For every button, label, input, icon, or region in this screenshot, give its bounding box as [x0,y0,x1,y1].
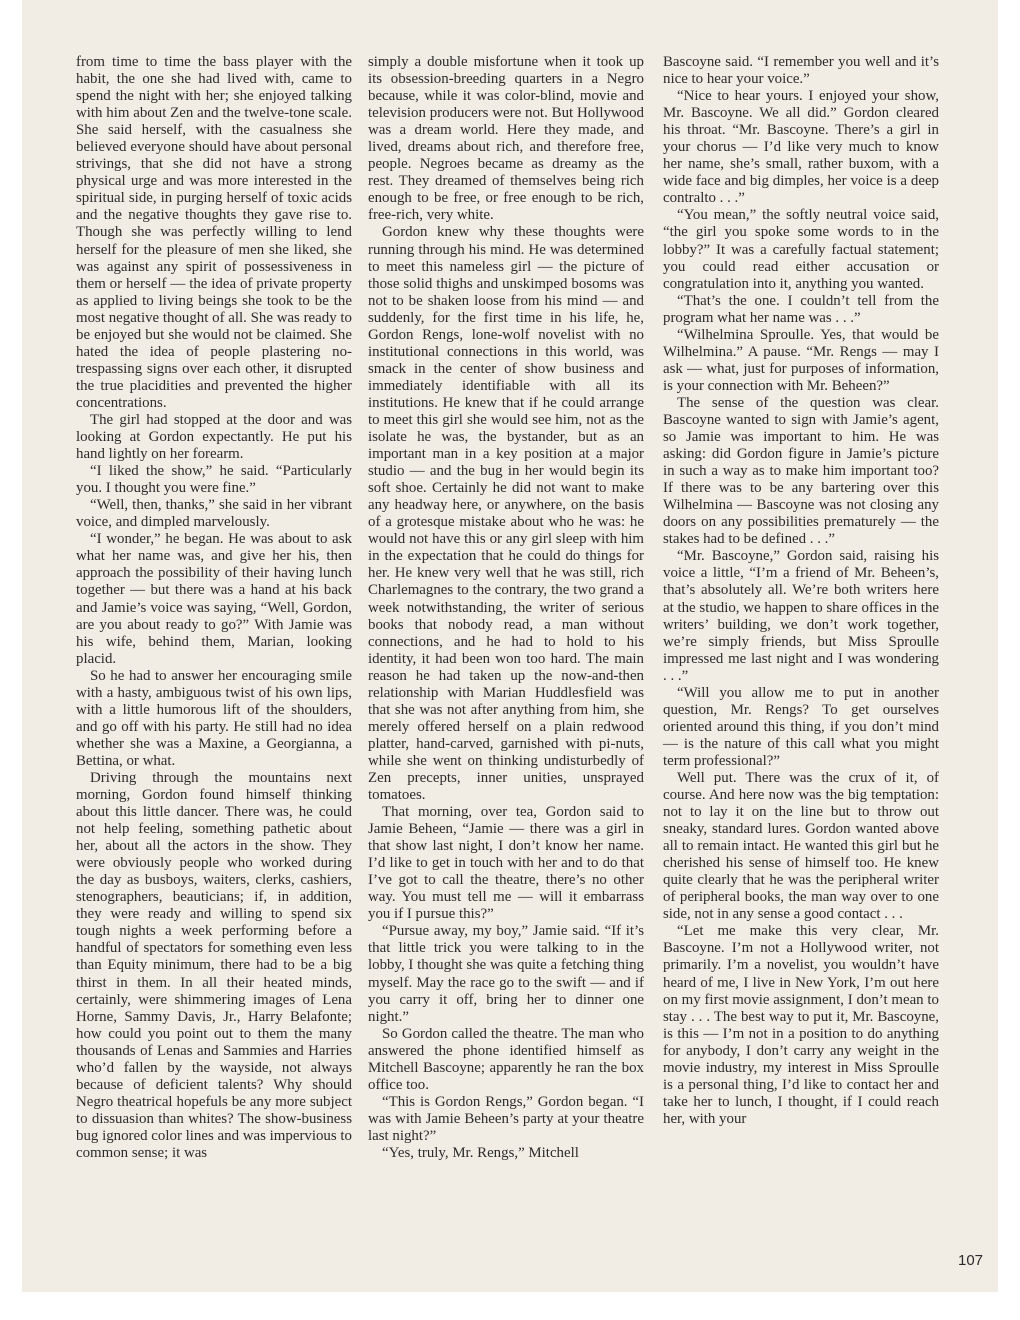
paragraph: Gordon knew why these thoughts were running through his mind. He was determined to meet this nameless girl — the picture of those solid thighs and unskimped bosoms was not to be shaken loose from his mind — and suddenly, for the first time in his life, he, Gordon Rengs, lone-wolf novelist with no institutional connections in this world, was smack in the center of show business and immediately identifiable with all its institutions. He knew that if he could arrange to meet this girl she would see him, not as the isolate he was, the bystander, but as an important man in a key position at a major studio — and the bug in her would begin its soft shoe. Certainly he did not want to make any headway here, or anywhere, on the basis of a grotesque mistake about who he was: he would not have this or any girl sleep with him in the expectation that he could do things for her. He knew very well that he was still, rich Charlemagnes to the contrary, the two grand a week notwithstanding, the writer of serious books that nobody read, a man without connections, and he had to hold to his identity, it had been won too hard. The main reason he had taken up the now-and-then relationship with Marian Huddlesfield was that she was not after anything from him, she merely offered herself on a plain redwood platter, hand-carved, garnished with pi-nuts, while she went on thinking undisturbedly of Zen precepts, inner unities, unsprayed tomatoes. [368,224,644,804]
paragraph: So Gordon called the theatre. The man who answered the phone identified himself as Mitchell Bascoyne; apparently he ran the box office too. [368,1025,644,1093]
paragraph: The girl had stopped at the door and was looking at Gordon expectantly. He put his hand lightly on her forearm. [76,411,352,463]
paragraph: “Wilhelmina Sproulle. Yes, that would be Wilhelmina.” A pause. “Mr. Rengs — may I ask — what, just for purposes of information, is your connection with Mr. Beheen?” [663,326,939,394]
paragraph: “Let me make this very clear, Mr. Bascoyne. I’m not a Hollywood writer, not primarily. I’m a novelist, you wouldn’t have heard of me, I live in New York, I’m out here on my first movie assignment, I don’t mean to stay . . . The best way to put it, Mr. Bascoyne, is this — I’m not in a position to do anything for anybody, I don’t carry any weight in the movie industry, my interest in Miss Sproulle is a personal thing, I’d like to contact her and take her to lunch, I thought, if I could reach her, with your [663,923,939,1127]
paragraph: from time to time the bass player with the habit, the one she had lived with, came to spend the night with her; she enjoyed talking with him about Zen and the twelve-tone scale. She said herself, with the casualness she believed everyone should have about personal strivings, that she did not have a strong physical urge and was more interested in the spiritual side, in purging herself of toxic acids and the negative thoughts they gave rise to. Though she was perfectly willing to lend herself for the pleasure of men she liked, she was against any spirit of possessiveness in them or herself — the idea of private property as applied to living beings she took to be the most negative thought of all. She was ready to be enjoyed but she would not be claimed. She hated the idea of people plastering no-trespassing signs over each other, it disrupted the true placidities and prevented the higher concentrations. [76,54,352,411]
paragraph: “Nice to hear yours. I enjoyed your show, Mr. Bascoyne. We all did.” Gordon cleared his throat. “Mr. Bascoyne. There’s a girl in your chorus — I’d like very much to know her name, she’s small, rather buxom, with a wide face and big dimples, her voice is a deep contralto . . .” [663,88,939,207]
paragraph: “I wonder,” he began. He was about to ask what her name was, and give her his, then approach the possibility of their having lunch together — but there was a hand at his back and Jamie’s voice was saying, “Well, Gordon, are you about ready to go?” With Jamie was his wife, behind them, Marian, looking placid. [76,531,352,667]
page-number: 107 [958,1252,984,1269]
paragraph: simply a double misfortune when it took up its obsession-breeding quarters in a Negro because, while it was color-blind, movie and television producers were not. But Hollywood was a dream world. Here they made, and lived, dreams about rich, and therefore free, people. Negroes became as dreamy as the rest. They dreamed of themselves being rich enough to be free, or free enough to be rich, free-rich, very white. [368,54,644,224]
paragraph: “You mean,” the softly neutral voice said, “the girl you spoke some words to in the lobby?” It was a carefully factual statement; you could read either accusation or congratulation into it, anything you wanted. [663,207,939,292]
text-column-2 [368,54,644,1162]
paragraph: Driving through the mountains next morning, Gordon found himself thinking about this little dancer. There was, he could not help feeling, something pathetic about her, about all the actors in the show. They were obviously people who worked during the day as busboys, waiters, clerks, cashiers, stenographers, beauticians; if, in addition, they were ready and willing to spend six tough nights a week performing before a handful of spectators for something even less than Equity minimum, there had to be a big thirst in them. In all their heated minds, certainly, were shimmering images of Lena Horne, Sammy Davis, Jr., Harry Belafonte; how could you point out to them the many thousands of Lenas and Sammies and Harries who’d fallen by the wayside, not always because of deficient talents? Why should Negro theatrical hopefuls be any more subject to dissuasion than whites? The show-business bug ignored color lines and was impervious to common sense; it was [76,769,352,1161]
paragraph: “This is Gordon Rengs,” Gordon began. “I was with Jamie Beheen’s party at your theatre last night?” [368,1093,644,1144]
text-column-3 [663,54,939,1128]
paragraph: Well put. There was the crux of it, of course. And here now was the big temptation: not to lay it on the line but to throw out sneaky, standard lures. Gordon wanted above all to remain intact. He wanted this girl but he cherished his sense of himself too. He knew quite clearly that he was the peripheral writer of peripheral books, the man way over to one side, not in any sense a good contact . . . [663,769,939,923]
paragraph: “Pursue away, my boy,” Jamie said. “If it’s that little trick you were talking to in the lobby, I thought she was quite a fetching thing myself. May the race go to the swift — and if you carry it off, bring her to dinner one night.” [368,923,644,1025]
paragraph: “That’s the one. I couldn’t tell from the program what her name was . . .” [663,292,939,326]
text-column-1 [76,54,352,1162]
paragraph: So he had to answer her encouraging smile with a hasty, ambiguous twist of his own lips, with a little humorous lift of the shoulders, and go off with his party. He still had no idea whether she was a Maxine, a Georgianna, a Bettina, or what. [76,667,352,769]
paragraph: “Mr. Bascoyne,” Gordon said, raising his voice a little, “I’m a friend of Mr. Beheen’s, that’s absolutely all. We’re both writers here at the studio, we happen to share offices in the writers’ building, we don’t work together, we’re simply friends, but Miss Sproulle impressed me last night and I was wondering . . .” [663,548,939,684]
paragraph: Bascoyne said. “I remember you well and it’s nice to hear your voice.” [663,54,939,88]
paragraph: “Will you allow me to put in another question, Mr. Rengs? To get ourselves oriented around this thing, if you don’t mind — is the nature of this call what you might term professional?” [663,684,939,769]
paragraph: “I liked the show,” he said. “Particularly you. I thought you were fine.” [76,463,352,497]
paragraph: That morning, over tea, Gordon said to Jamie Beheen, “Jamie — there was a girl in that show last night, I don’t know her name. I’d like to get in touch with her and to do that I’ve got to call the theatre, there’s no other way. You must tell me — will it embarrass you if I pursue this?” [368,804,644,923]
magazine-page [22,0,998,1292]
paragraph: “Yes, truly, Mr. Rengs,” Mitchell [382,1145,579,1161]
paragraph: “Well, then, thanks,” she said in her vibrant voice, and dimpled marvelously. [76,497,352,531]
paragraph: The sense of the question was clear. Bascoyne wanted to sign with Jamie’s agent, so Jamie was important to him. He was asking: did Gordon figure in Jamie’s picture in such a way as to make him important too? If there was to be any bartering over this Wilhelmina — Bascoyne was not closing any doors on any possibilities prematurely — the stakes had to be defined . . .” [663,394,939,548]
